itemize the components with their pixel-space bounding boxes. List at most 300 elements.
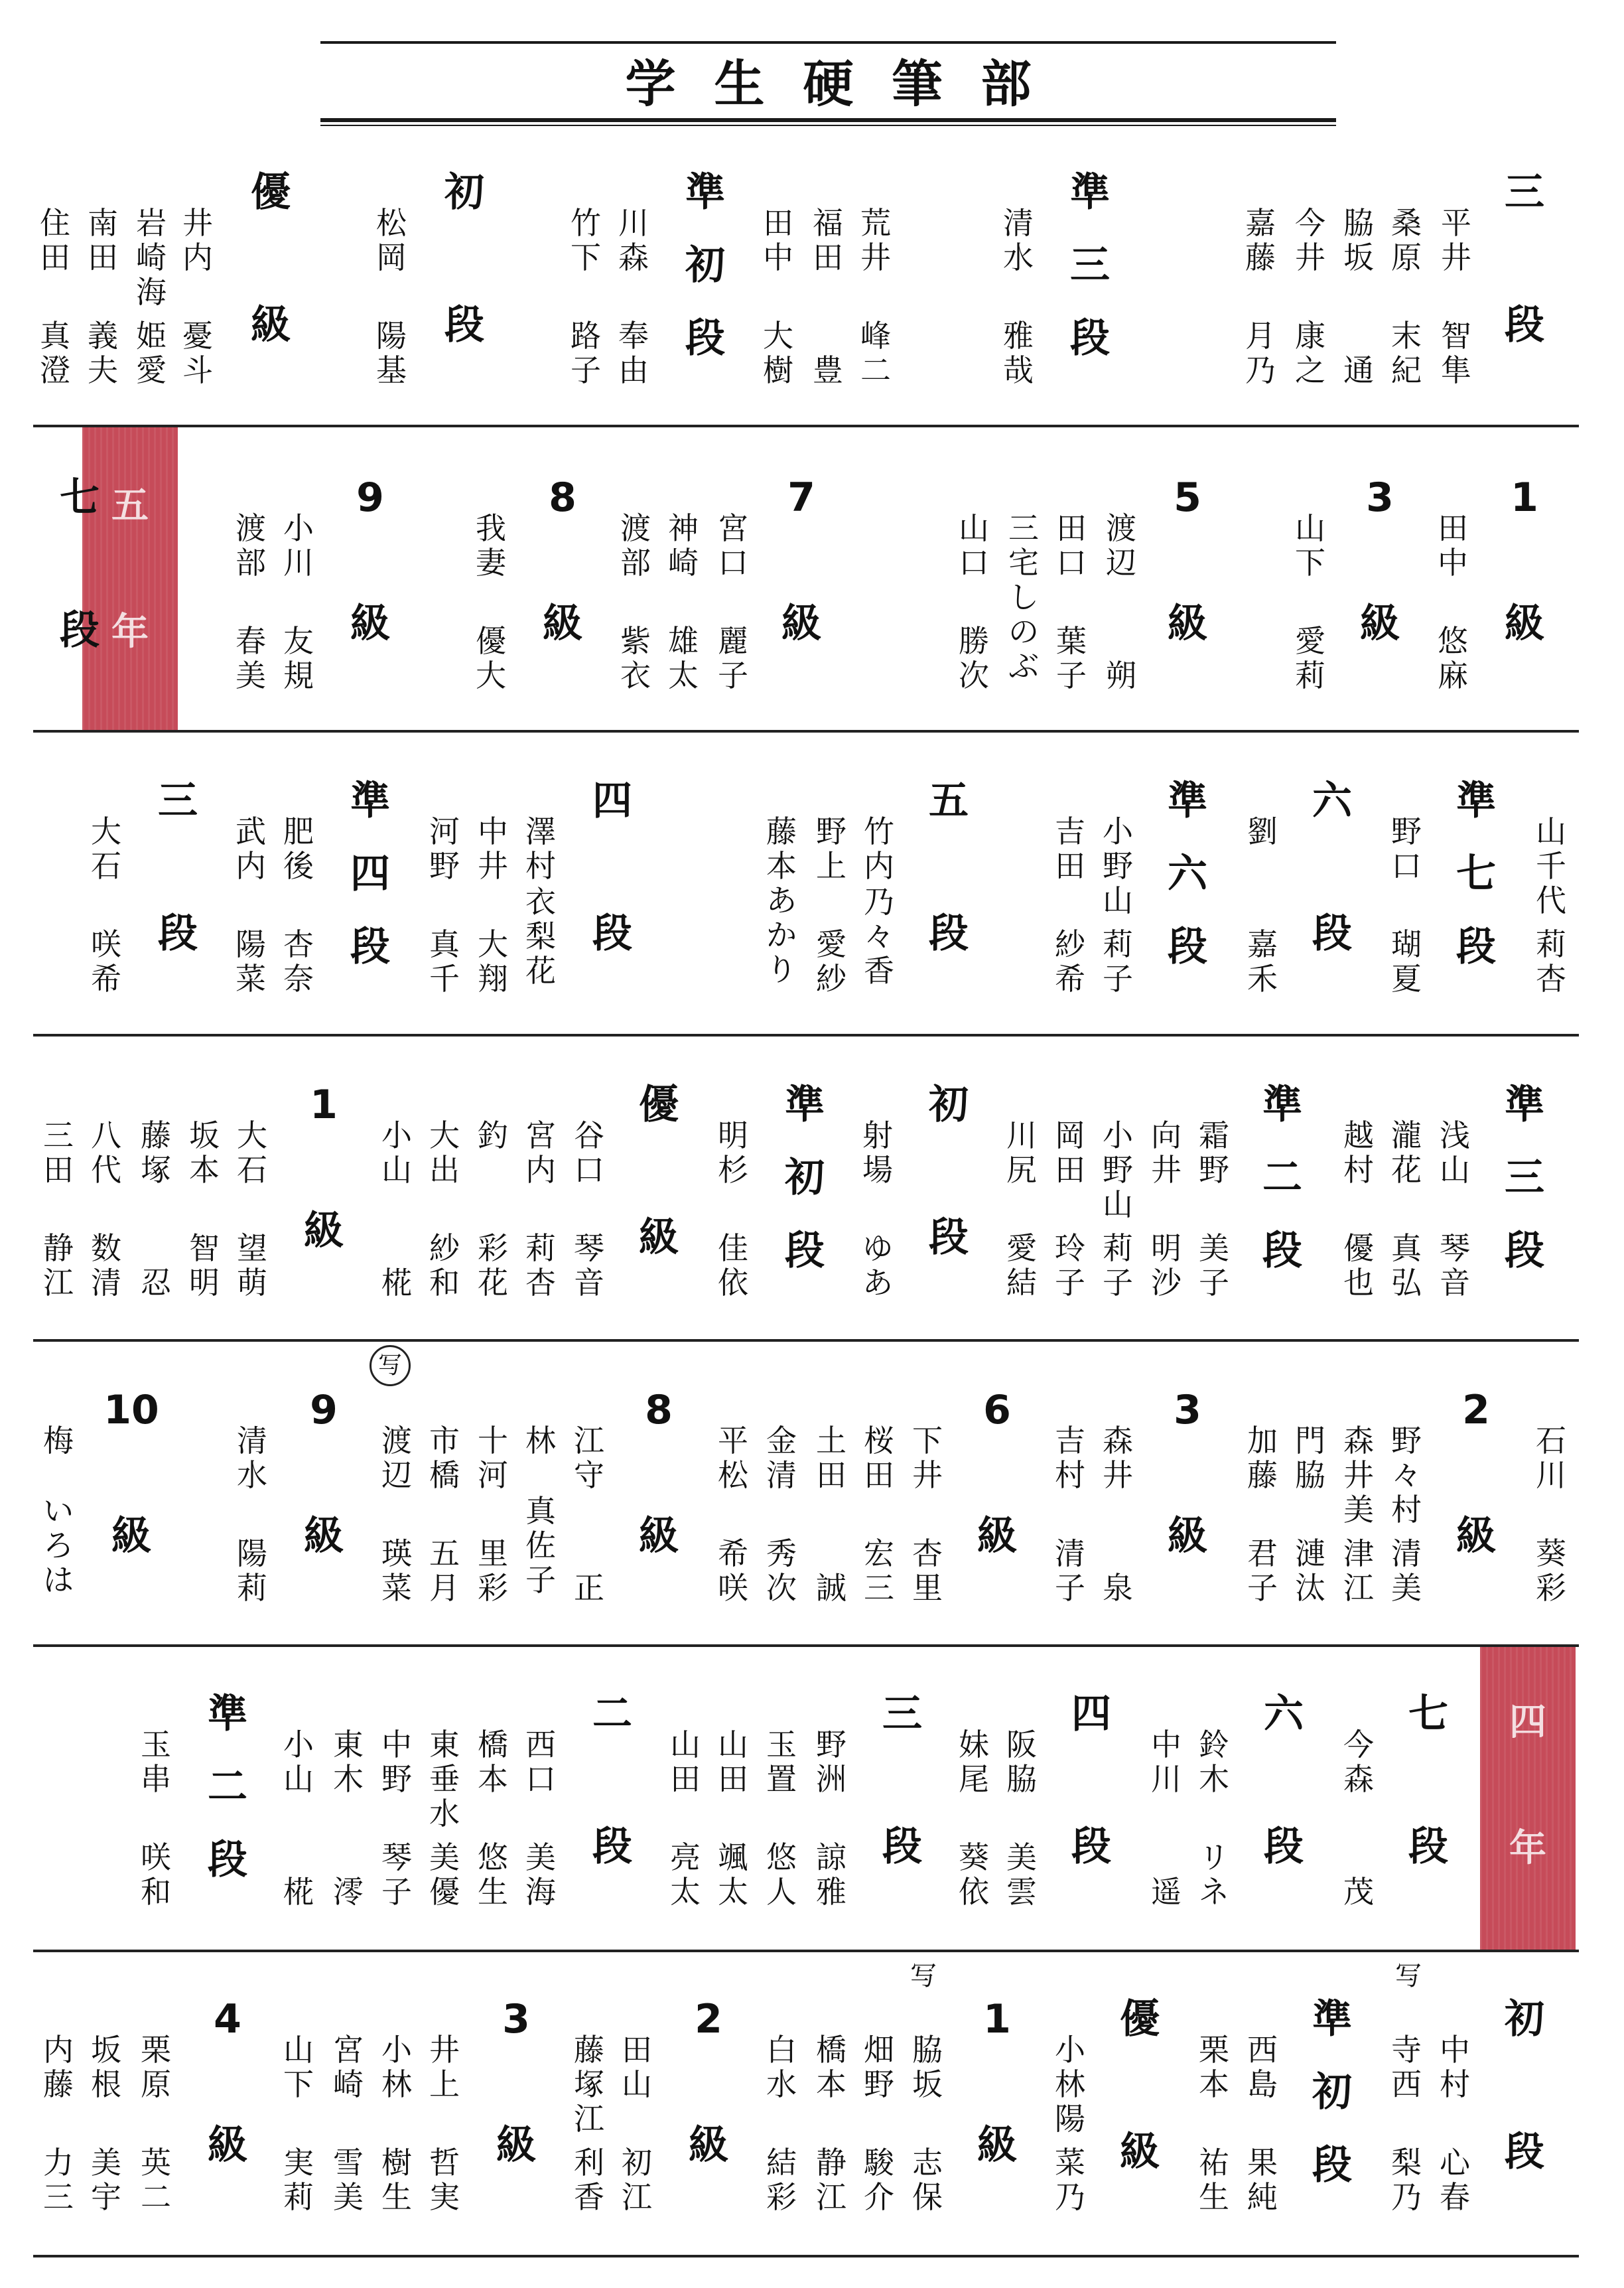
photo-mark-icon: 写 [1395, 1961, 1422, 1991]
entrant-name [373, 1691, 420, 1983]
rank-heading: 7 級 [781, 474, 821, 647]
rank-heading: 準 初 段 [685, 169, 725, 362]
entrant-name [83, 1082, 129, 1374]
entrant-name [1095, 1387, 1141, 1679]
given-name: 果 純 [1247, 2145, 1278, 2215]
rank-heading: 6 級 [977, 1387, 1017, 1559]
family-name: 田 中 [763, 205, 793, 275]
given-name: 彩 花 [478, 1230, 508, 1301]
family-name: 渡 辺 [1106, 510, 1136, 581]
entrant-name [1432, 1082, 1478, 1374]
family-name: 川 尻 [1006, 1117, 1037, 1188]
rank-heading: 優 級 [639, 1082, 679, 1261]
entrant-name [758, 1691, 805, 1983]
family-name: 肥 後 [283, 814, 314, 884]
given-name: 実 莉 [283, 2145, 314, 2215]
given-name: 清 子 [1055, 1536, 1085, 1606]
entrant-name [1095, 778, 1141, 1070]
entrant-name [421, 1082, 468, 1374]
entrant-name [1098, 474, 1144, 766]
family-name: 内 藤 [43, 2032, 74, 2102]
given-name: 悠 人 [766, 1839, 797, 1910]
entrant-name [1047, 1996, 1093, 2288]
family-name: 松 岡 [376, 205, 407, 275]
family-name: 山 田 [718, 1727, 748, 1797]
family-name: 田 山 [622, 2032, 652, 2102]
entrant-name [229, 1387, 275, 1679]
family-name: 山 口 [959, 510, 989, 581]
given-name: 豊 [813, 352, 843, 388]
family-name: 大 石 [237, 1117, 267, 1188]
rank-heading: 3 級 [1168, 1387, 1207, 1559]
given-name: 誠 [816, 1570, 846, 1606]
given-name: 憂 斗 [182, 318, 213, 388]
entrant-name [32, 169, 78, 461]
given-name: 葵 彩 [1536, 1536, 1566, 1606]
given-name: 智 明 [189, 1230, 220, 1301]
family-name: 清 水 [237, 1423, 267, 1493]
family-name: 釣 [478, 1117, 508, 1153]
entrant-name [856, 1387, 902, 1679]
entrant-name [373, 1996, 420, 2288]
entrant-name [1383, 169, 1430, 461]
entrant-name [174, 169, 221, 461]
entrant-name [1287, 474, 1333, 766]
given-name: 漣 汰 [1295, 1536, 1325, 1606]
given-name: リ ネ [1199, 1839, 1229, 1910]
given-name: 美 優 [429, 1839, 460, 1910]
family-name: 小 野 山 [1103, 814, 1133, 918]
given-name: 愛 結 [1006, 1230, 1037, 1301]
entrant-name [470, 1691, 516, 1983]
family-name: 明 杉 [718, 1117, 748, 1188]
entrant-name [133, 1691, 179, 1983]
entrant-name [1383, 1996, 1430, 2288]
entrant-name [854, 1082, 901, 1374]
given-name: 美 子 [1199, 1230, 1229, 1301]
entrant-name [128, 169, 174, 461]
rank-heading: 準 三 段 [1070, 169, 1110, 362]
entrant-name [373, 1082, 420, 1374]
given-name: 颯 太 [718, 1839, 748, 1910]
entrant-name [1095, 1082, 1141, 1374]
entrant-name [755, 169, 801, 461]
entrant-name [1047, 778, 1093, 1070]
entrant-name [856, 778, 902, 1070]
family-name: 山 下 [1295, 510, 1325, 581]
given-name: 望 萌 [237, 1230, 267, 1301]
given-name: 紫 衣 [620, 623, 651, 693]
family-name: 射 場 [862, 1117, 893, 1188]
entrant-name [1335, 169, 1382, 461]
family-name: 橋 本 [816, 2032, 846, 2102]
entrant-name [566, 1387, 612, 1679]
given-name: 智 隼 [1441, 318, 1471, 388]
family-name: 妹 尾 [959, 1727, 989, 1797]
entrant-name [805, 169, 851, 461]
given-name: 祐 生 [1199, 2145, 1229, 2215]
family-name: 小 林 [381, 2032, 412, 2102]
given-name: 優 也 [1343, 1230, 1374, 1301]
given-name: 利 香 [574, 2145, 604, 2215]
family-name: 寺 西 [1391, 2032, 1422, 2102]
family-name: 林 [525, 1423, 556, 1459]
rank-heading: 六 段 [1312, 778, 1352, 957]
entrant-name [1335, 1387, 1382, 1679]
family-name: 武 内 [236, 814, 266, 884]
given-name: 君 子 [1247, 1536, 1278, 1606]
entrant-name [1048, 474, 1095, 766]
entrant-name [904, 1996, 951, 2288]
entrant-name [614, 1996, 660, 2288]
entrant-name [1335, 1691, 1382, 1983]
given-name: 佳 依 [718, 1230, 748, 1301]
given-name: 奉 由 [618, 318, 649, 388]
entrant-name [1143, 1082, 1189, 1374]
given-name: 雅 哉 [1003, 318, 1034, 388]
given-name: 美 海 [525, 1839, 556, 1910]
given-name: 津 江 [1343, 1536, 1374, 1606]
family-name: 玉 置 [766, 1727, 797, 1797]
family-name: 森 井 美 [1343, 1423, 1374, 1528]
entrant-name [808, 1691, 854, 1983]
family-name: 我 妻 [476, 510, 506, 581]
entrant-name [468, 474, 514, 766]
given-name: 清 美 [1391, 1536, 1422, 1606]
entrant-name [517, 1691, 564, 1983]
family-name: 十 河 [478, 1423, 508, 1493]
family-name: 藤 塚 江 [574, 2032, 604, 2137]
given-name: 葵 依 [959, 1839, 989, 1910]
entrant-name [758, 1387, 805, 1679]
family-name: 栗 本 [1199, 2032, 1229, 2102]
given-name: 樹 生 [381, 2145, 412, 2215]
family-name: 小 林 陽 [1055, 2032, 1085, 2137]
rank-heading: 初 段 [444, 169, 484, 348]
family-name: 石 川 [1536, 1423, 1566, 1493]
family-name: 三 田 [43, 1117, 74, 1188]
rank-heading: 5 級 [1168, 474, 1207, 647]
given-name: 麗 子 [718, 623, 748, 693]
family-name: 小 川 [283, 510, 314, 581]
entrant-name [710, 474, 756, 766]
entrant-name [808, 1387, 854, 1679]
family-name: 福 田 [813, 205, 843, 275]
grade-year-label: 年 [1509, 1827, 1546, 1870]
entrant-name [133, 1996, 179, 2288]
family-name: 山 田 [670, 1727, 701, 1797]
family-name: 今 森 [1343, 1727, 1374, 1797]
given-name: 愛 紗 [816, 926, 846, 997]
given-name: 心 春 [1440, 2145, 1470, 2215]
given-name: 莉 子 [1103, 1230, 1133, 1301]
family-name: 森 井 [1103, 1423, 1133, 1493]
given-name: ゆ あ [862, 1230, 893, 1301]
entrant-name [710, 1691, 756, 1983]
rank-heading: 準 三 段 [1505, 1082, 1544, 1274]
entrant-name [662, 1691, 709, 1983]
page-title: 学生硬筆部 [625, 54, 1070, 113]
family-name: 渡 部 [620, 510, 651, 581]
given-name: 峰 二 [860, 318, 891, 388]
given-name: 義 夫 [88, 318, 118, 388]
family-name: 西 口 [525, 1727, 556, 1797]
family-name: 平 松 [718, 1423, 748, 1493]
family-name: 瀧 花 [1391, 1117, 1422, 1188]
given-name: 大 樹 [763, 318, 793, 388]
given-name: 椛 [283, 1874, 314, 1910]
given-name: 真 澄 [40, 318, 70, 388]
given-name: 五 月 [429, 1536, 460, 1606]
entrant-name [951, 1691, 997, 1983]
family-name: 藤 塚 [141, 1117, 171, 1188]
entrant-name [612, 474, 659, 766]
family-name: 野 口 [1391, 814, 1422, 884]
rank-heading: 二 段 [592, 1691, 632, 1870]
rank-heading: 四 段 [592, 778, 632, 957]
family-name: 江 守 [574, 1423, 604, 1493]
entrant-name [421, 1996, 468, 2288]
given-name: 末 紀 [1391, 318, 1422, 388]
rank-heading: 1 級 [1505, 474, 1544, 647]
entrant-name [566, 1082, 612, 1374]
family-name: 中 村 [1440, 2032, 1470, 2102]
entrant-name [660, 474, 707, 766]
entrant-name [1528, 778, 1574, 1070]
family-name: 中 川 [1151, 1727, 1182, 1797]
family-name: 嘉 藤 [1245, 205, 1276, 275]
entrant-name [1191, 1691, 1237, 1983]
family-name: 中 井 [478, 814, 508, 884]
family-name: 井 上 [429, 2032, 460, 2102]
given-name: 通 [1343, 352, 1374, 388]
given-name: 梨 乃 [1391, 2145, 1422, 2215]
entrant-name [1335, 1082, 1382, 1374]
entrant-name [1239, 1996, 1286, 2288]
family-name: 白 水 [766, 2032, 797, 2102]
rank-heading: 2 級 [1456, 1387, 1496, 1559]
family-name: 桑 原 [1391, 205, 1422, 275]
family-name: 荒 井 [860, 205, 891, 275]
family-name: 今 井 [1295, 205, 1325, 275]
family-name: 坂 本 [189, 1117, 220, 1188]
entrant-name [181, 1082, 228, 1374]
given-name: 康 之 [1295, 318, 1325, 388]
family-name: 大 石 [91, 814, 121, 884]
entrant-name [1528, 1387, 1574, 1679]
family-name: 浅 山 [1440, 1117, 1470, 1188]
entrant-name [229, 1082, 275, 1374]
rank-heading: 七 段 [60, 474, 100, 654]
given-name: 数 清 [91, 1230, 121, 1301]
given-name: 明 沙 [1151, 1230, 1182, 1301]
given-name: 初 江 [622, 2145, 652, 2215]
rank-heading: 優 級 [1120, 1996, 1160, 2175]
entrant-name [1383, 1387, 1430, 1679]
rank-heading: 初 段 [929, 1082, 969, 1261]
family-name: 鈴 木 [1199, 1727, 1229, 1797]
title-rule-bottom-thin [320, 125, 1336, 126]
family-name: 竹 下 [571, 205, 601, 275]
given-name: 玲 子 [1055, 1230, 1085, 1301]
family-name: 下 井 [912, 1423, 943, 1493]
rank-heading: 五 段 [929, 778, 969, 957]
family-name: 梅 [43, 1423, 74, 1459]
rank-heading: 準 四 段 [350, 778, 390, 970]
rank-heading: 三 段 [882, 1691, 922, 1870]
entrant-name [904, 1387, 951, 1679]
given-name: 友 規 [283, 623, 314, 693]
rank-heading: 準 七 段 [1456, 778, 1496, 970]
entrant-name [1047, 1082, 1093, 1374]
rank-heading: 1 級 [304, 1082, 344, 1254]
given-name: 姫 愛 [136, 318, 167, 388]
given-name: 椛 [381, 1265, 412, 1301]
family-name: 玉 串 [141, 1727, 171, 1797]
entrant-name [228, 778, 274, 1070]
family-name: 野 々 村 [1391, 1423, 1422, 1528]
entrant-name [325, 1996, 372, 2288]
entrant-name [228, 474, 274, 766]
family-name: 中 野 [381, 1727, 412, 1797]
family-name: 澤 村 [525, 814, 556, 884]
family-name: 坂 根 [91, 2032, 121, 2102]
family-name: 金 清 [766, 1423, 797, 1493]
family-name: 向 井 [1151, 1117, 1182, 1188]
family-name: 田 口 [1056, 510, 1087, 581]
family-name: 三 宅 し の ぶ [1008, 510, 1039, 684]
given-name: 紗 和 [429, 1230, 460, 1301]
rank-heading: 準 二 段 [208, 1691, 247, 1883]
given-name: 莉 杏 [525, 1230, 556, 1301]
given-name: 力 三 [43, 2145, 74, 2215]
family-name: 渡 部 [236, 510, 266, 581]
given-name: 琴 音 [574, 1230, 604, 1301]
entrant-name [1383, 1082, 1430, 1374]
given-name: 茂 [1343, 1874, 1374, 1910]
rank-heading: 七 段 [1408, 1691, 1448, 1870]
given-name: 杏 奈 [283, 926, 314, 997]
given-name: 静 江 [43, 1230, 74, 1301]
given-name: 嘉 禾 [1247, 926, 1278, 997]
photo-mark-icon: 写 [910, 1961, 937, 1991]
rank-heading: 準 初 段 [1312, 1996, 1352, 2188]
entrant-name [1239, 778, 1286, 1070]
entrant-name [1287, 1387, 1333, 1679]
entrant-name [998, 1082, 1045, 1374]
grade-year-band [1480, 1647, 1576, 1950]
given-name: 菜 乃 [1055, 2145, 1085, 2215]
entrant-name [325, 1691, 372, 1983]
entrant-name [35, 1996, 82, 2288]
entrant-name [758, 1996, 805, 2288]
given-name: 真 佐 子 [525, 1493, 556, 1598]
given-name: 咲 和 [141, 1839, 171, 1910]
family-name: 越 村 [1343, 1117, 1374, 1188]
given-name: 乃 々 香 [864, 884, 894, 989]
entrant-name [470, 1387, 516, 1679]
given-name: 正 [574, 1570, 604, 1606]
given-name: 咲 希 [91, 926, 121, 997]
entrant-name [35, 1387, 82, 1679]
entrant-name [470, 1082, 516, 1374]
photo-mark-icon: 写 [370, 1345, 411, 1386]
entrant-name [83, 778, 129, 1070]
given-name: 悠 麻 [1438, 623, 1468, 693]
given-name: 陽 莉 [237, 1536, 267, 1606]
rank-heading: 1 級 [977, 1996, 1017, 2169]
given-name: 琴 音 [1440, 1230, 1470, 1301]
family-name: 門 脇 [1295, 1423, 1325, 1493]
family-name: 井 内 [182, 205, 213, 275]
given-name: 莉 杏 [1536, 926, 1566, 997]
rank-heading: 準 二 段 [1262, 1082, 1302, 1274]
entrant-name [517, 778, 564, 1070]
entrant-name [852, 169, 899, 461]
given-name: 葉 子 [1056, 623, 1087, 693]
family-name: 西 島 [1247, 2032, 1278, 2102]
family-name: 栗 原 [141, 2032, 171, 2102]
given-name: 澪 [333, 1874, 364, 1910]
entrant-name [470, 778, 516, 1070]
family-name: 小 野 山 [1103, 1117, 1133, 1222]
family-name: 東 木 [333, 1727, 364, 1797]
family-name: 住 田 [40, 205, 70, 275]
given-name: 莉 子 [1103, 926, 1133, 997]
given-name: 愛 莉 [1295, 623, 1325, 693]
rank-heading: 9 級 [350, 474, 390, 647]
entrant-name [1191, 1082, 1237, 1374]
family-name: 吉 村 [1055, 1423, 1085, 1493]
given-name: 雪 美 [333, 2145, 364, 2215]
family-name: 霜 野 [1199, 1117, 1229, 1188]
given-name: 勝 次 [959, 623, 989, 693]
family-name: 脇 坂 [912, 2032, 943, 2102]
rank-heading: 4 級 [208, 1996, 247, 2169]
given-name: 諒 雅 [816, 1839, 846, 1910]
given-name: 遥 [1151, 1874, 1182, 1910]
grade-year-label: 年 [111, 610, 149, 654]
entrant-name [951, 474, 997, 766]
rank-heading: 三 段 [158, 778, 198, 957]
entrant-name [421, 1387, 468, 1679]
entrant-name [995, 169, 1042, 461]
given-name: 優 大 [476, 623, 506, 693]
section-divider [33, 2255, 1579, 2257]
given-name: 衣 梨 花 [525, 884, 556, 989]
family-name: 脇 坂 [1343, 205, 1374, 275]
rank-heading: 8 級 [639, 1387, 679, 1559]
given-name: 泉 [1103, 1570, 1133, 1606]
entrant-name [1237, 169, 1284, 461]
family-name: 平 井 [1441, 205, 1471, 275]
given-name: 哲 実 [429, 2145, 460, 2215]
family-name: 小 山 [283, 1727, 314, 1797]
given-name: 真 千 [429, 926, 460, 997]
entrant-name [1143, 1691, 1189, 1983]
rank-heading: 2 級 [689, 1996, 728, 2169]
entrant-name [421, 778, 468, 1070]
entrant-name [133, 1082, 179, 1374]
given-name: 結 彩 [766, 2145, 797, 2215]
family-name: 桜 田 [864, 1423, 894, 1493]
rank-heading: 初 段 [1505, 1996, 1544, 2175]
entrant-name [35, 1082, 82, 1374]
entrant-name [1430, 474, 1476, 766]
entrant-name [80, 169, 126, 461]
entrant-name [1432, 1996, 1478, 2288]
given-name: 秀 次 [766, 1536, 797, 1606]
